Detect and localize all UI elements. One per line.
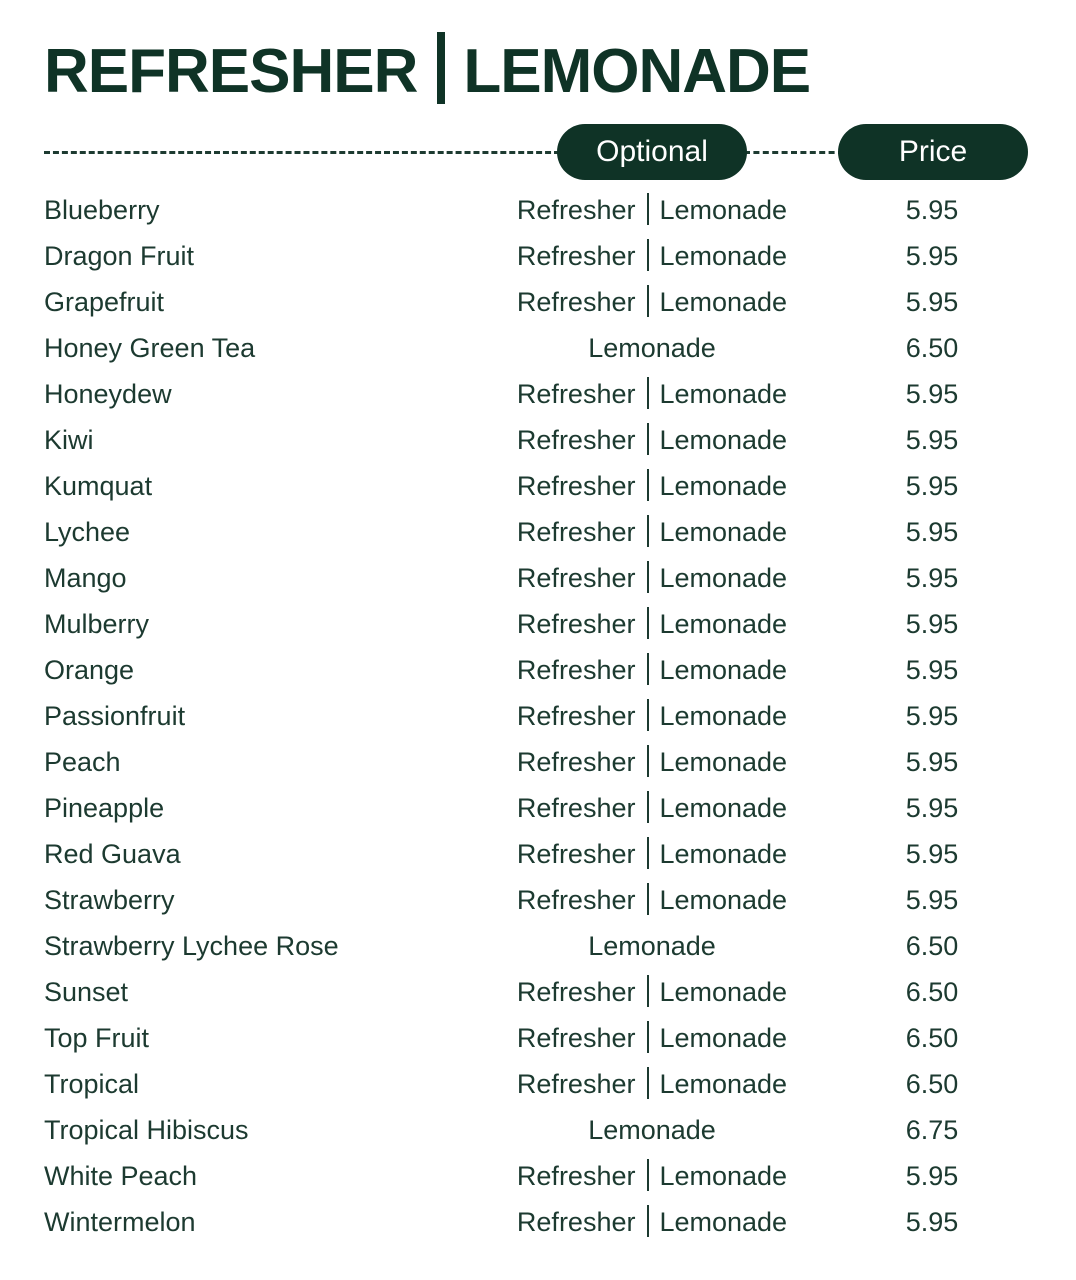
item-price: 5.95: [905, 839, 959, 869]
item-options: [464, 647, 840, 693]
item-price: 6.75: [905, 1115, 959, 1145]
option-label: Refresher: [516, 195, 636, 225]
item-name: Grapefruit: [44, 287, 165, 317]
option-label: Refresher: [516, 517, 636, 547]
option-label: Lemonade: [659, 1069, 788, 1099]
item-options: [464, 1153, 840, 1199]
item-price: 5.95: [905, 517, 959, 547]
item-price: 6.50: [905, 1069, 959, 1099]
menu-item-row: [44, 371, 1034, 417]
menu-item-row: [44, 463, 1034, 509]
item-options: [464, 1015, 840, 1061]
item-name: Strawberry Lychee Rose: [44, 931, 339, 961]
option-label: Lemonade: [659, 195, 788, 225]
option-label: Lemonade: [659, 977, 788, 1007]
menu-item-row: [44, 325, 1034, 371]
item-price: 5.95: [905, 425, 959, 455]
menu-item-row: [44, 785, 1034, 831]
item-options: [464, 371, 840, 417]
menu-item-row: [44, 233, 1034, 279]
item-options: [464, 233, 840, 279]
option-divider: [647, 837, 649, 869]
option-divider: [647, 561, 649, 593]
option-divider: [647, 653, 649, 685]
menu-item-row: [44, 601, 1034, 647]
title-refresher: REFRESHER: [44, 37, 418, 106]
option-label: Lemonade: [659, 793, 788, 823]
menu-list: [44, 187, 1034, 1245]
item-price: 5.95: [905, 379, 959, 409]
item-price: 6.50: [905, 931, 959, 961]
option-label: Lemonade: [659, 563, 788, 593]
title-divider: [437, 32, 445, 104]
item-name: Strawberry: [44, 885, 175, 915]
item-name: Sunset: [44, 977, 129, 1007]
item-name: Wintermelon: [44, 1207, 196, 1237]
option-label: Lemonade: [659, 425, 788, 455]
option-divider: [647, 423, 649, 455]
item-name: Red Guava: [44, 839, 181, 869]
item-options: [464, 325, 840, 371]
option-divider: [647, 883, 649, 915]
option-label: Lemonade: [588, 931, 716, 961]
item-options: [464, 831, 840, 877]
item-options: [464, 187, 840, 233]
menu-item-row: [44, 187, 1034, 233]
option-label: Refresher: [516, 1207, 636, 1237]
menu-item-row: [44, 1015, 1034, 1061]
option-label: Lemonade: [659, 701, 788, 731]
menu-item-row: [44, 877, 1034, 923]
option-label: Refresher: [516, 793, 636, 823]
menu-title: [44, 30, 810, 114]
menu-item-row: [44, 555, 1034, 601]
menu-item-row: [44, 1153, 1034, 1199]
item-options: [464, 1107, 840, 1153]
item-name: Orange: [44, 655, 135, 685]
option-label: Refresher: [516, 563, 636, 593]
item-name: Tropical Hibiscus: [44, 1115, 249, 1145]
item-name: Tropical: [44, 1069, 140, 1099]
option-label: Lemonade: [659, 885, 788, 915]
option-divider: [647, 377, 649, 409]
option-divider: [647, 1021, 649, 1053]
menu-item-row: [44, 969, 1034, 1015]
item-options: [464, 555, 840, 601]
item-price: 6.50: [905, 977, 959, 1007]
item-name: Mango: [44, 563, 127, 593]
item-options: [464, 969, 840, 1015]
option-divider: [647, 239, 649, 271]
item-price: 5.95: [905, 241, 959, 271]
option-label: Refresher: [516, 1069, 636, 1099]
item-options: [464, 693, 840, 739]
menu-item-row: [44, 417, 1034, 463]
option-label: Refresher: [516, 747, 636, 777]
option-divider: [647, 975, 649, 1007]
option-divider: [647, 1205, 649, 1237]
item-name: Top Fruit: [44, 1023, 150, 1053]
item-name: Blueberry: [44, 195, 160, 225]
item-name: Passionfruit: [44, 701, 186, 731]
option-label: Refresher: [516, 885, 636, 915]
option-label: Refresher: [516, 287, 636, 317]
price-header-pill: Price: [838, 124, 1028, 180]
optional-header-pill: Optional: [557, 124, 747, 180]
item-name: White Peach: [44, 1161, 198, 1191]
item-price: 5.95: [905, 195, 959, 225]
menu-item-row: [44, 1061, 1034, 1107]
option-label: Lemonade: [659, 379, 788, 409]
option-label: Refresher: [516, 379, 636, 409]
item-options: [464, 923, 840, 969]
option-label: Refresher: [516, 839, 636, 869]
option-label: Refresher: [516, 425, 636, 455]
option-label: Refresher: [516, 1161, 636, 1191]
menu-item-row: [44, 923, 1034, 969]
menu-item-row: [44, 693, 1034, 739]
item-name: Kiwi: [44, 425, 94, 455]
dashed-divider-left: [44, 151, 560, 154]
item-options: [464, 739, 840, 785]
option-label: Refresher: [516, 241, 636, 271]
option-label: Lemonade: [659, 287, 788, 317]
item-options: [464, 601, 840, 647]
item-name: Honeydew: [44, 379, 172, 409]
item-options: [464, 877, 840, 923]
option-divider: [647, 699, 649, 731]
option-divider: [647, 515, 649, 547]
item-options: [464, 1061, 840, 1107]
option-label: Refresher: [516, 655, 636, 685]
item-name: Peach: [44, 747, 121, 777]
option-label: Refresher: [516, 609, 636, 639]
item-options: [464, 1199, 840, 1245]
option-label: Lemonade: [588, 333, 716, 363]
menu-item-row: [44, 509, 1034, 555]
item-options: [464, 785, 840, 831]
menu-item-row: [44, 1199, 1034, 1245]
item-price: 5.95: [905, 747, 959, 777]
item-price: 6.50: [905, 333, 959, 363]
option-divider: [647, 1159, 649, 1191]
option-label: Lemonade: [659, 839, 788, 869]
option-label: Refresher: [516, 1023, 636, 1053]
item-price: 5.95: [905, 1161, 959, 1191]
option-divider: [647, 745, 649, 777]
item-price: 5.95: [905, 793, 959, 823]
option-label: Refresher: [516, 471, 636, 501]
menu-item-row: [44, 647, 1034, 693]
item-name: Pineapple: [44, 793, 165, 823]
option-label: Lemonade: [588, 1115, 716, 1145]
item-price: 5.95: [905, 287, 959, 317]
item-options: [464, 509, 840, 555]
item-price: 6.50: [905, 1023, 959, 1053]
item-options: [464, 279, 840, 325]
menu-item-row: [44, 279, 1034, 325]
item-name: Mulberry: [44, 609, 150, 639]
item-price: 5.95: [905, 471, 959, 501]
title-lemonade: LEMONADE: [463, 37, 811, 106]
column-header-row: [44, 124, 1028, 180]
option-label: Lemonade: [659, 609, 788, 639]
item-price: 5.95: [905, 609, 959, 639]
menu-item-row: [44, 1107, 1034, 1153]
option-divider: [647, 469, 649, 501]
item-name: Honey Green Tea: [44, 333, 256, 363]
item-price: 5.95: [905, 885, 959, 915]
item-name: Kumquat: [44, 471, 153, 501]
option-label: Lemonade: [659, 1161, 788, 1191]
option-label: Lemonade: [659, 241, 788, 271]
item-price: 5.95: [905, 1207, 959, 1237]
option-label: Lemonade: [659, 471, 788, 501]
menu-item-row: [44, 831, 1034, 877]
item-options: [464, 417, 840, 463]
item-options: [464, 463, 840, 509]
option-label: Lemonade: [659, 517, 788, 547]
option-label: Lemonade: [659, 1023, 788, 1053]
item-price: 5.95: [905, 563, 959, 593]
option-label: Lemonade: [659, 1207, 788, 1237]
item-price: 5.95: [905, 655, 959, 685]
dashed-divider-middle: [744, 151, 844, 154]
option-divider: [647, 607, 649, 639]
item-name: Lychee: [44, 517, 131, 547]
item-price: 5.95: [905, 701, 959, 731]
option-label: Lemonade: [659, 655, 788, 685]
option-divider: [647, 1067, 649, 1099]
option-label: Refresher: [516, 977, 636, 1007]
option-divider: [647, 193, 649, 225]
option-label: Refresher: [516, 701, 636, 731]
option-label: Lemonade: [659, 747, 788, 777]
menu-item-row: [44, 739, 1034, 785]
option-divider: [647, 285, 649, 317]
item-name: Dragon Fruit: [44, 241, 195, 271]
option-divider: [647, 791, 649, 823]
